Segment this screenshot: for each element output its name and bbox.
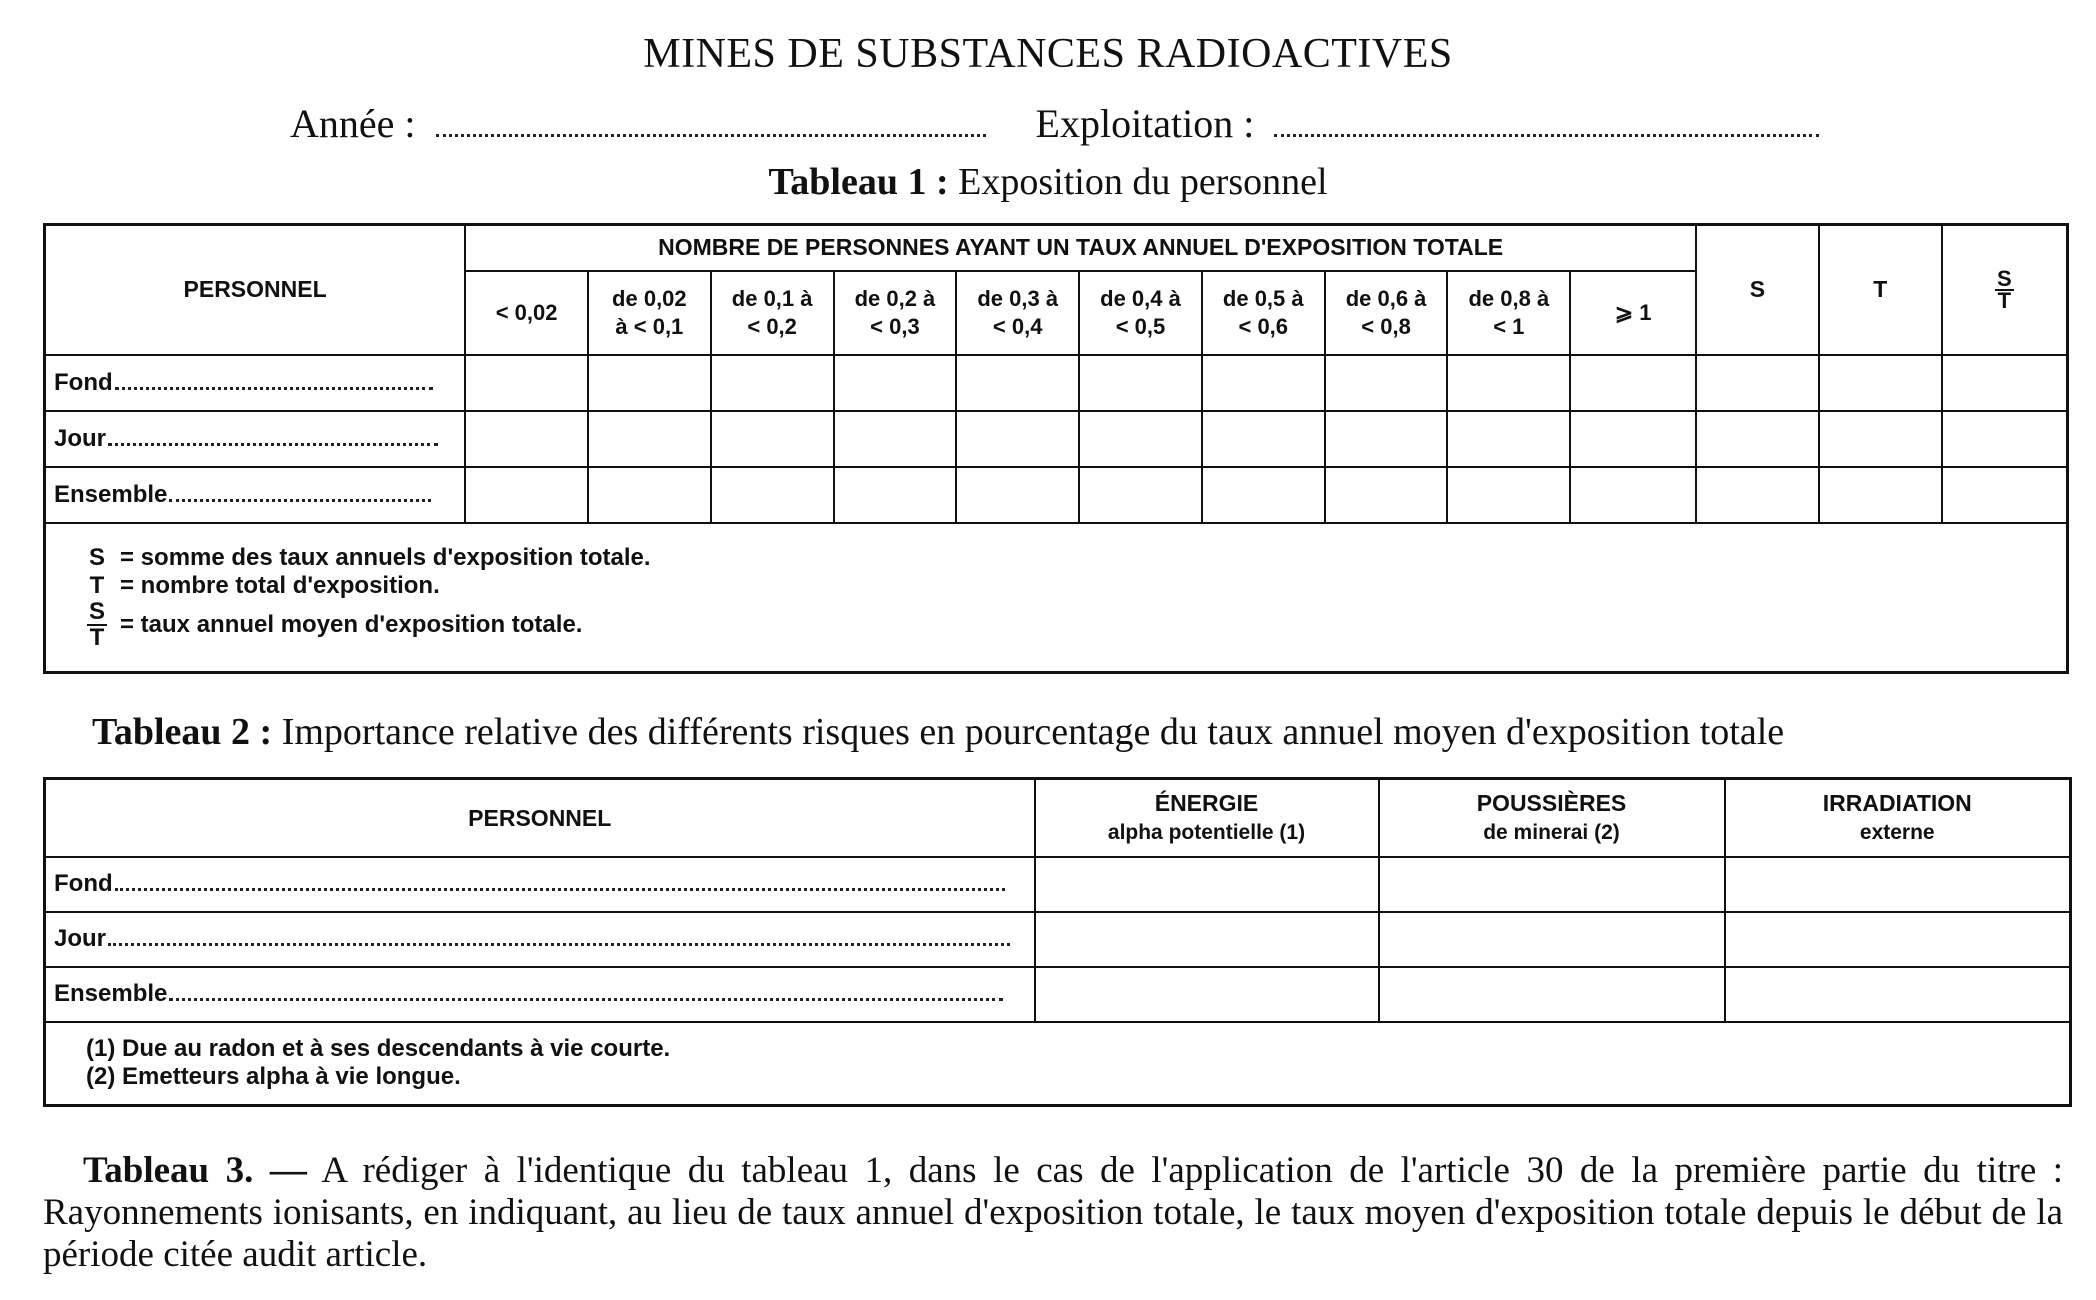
col-energie-header: ÉNERGIE alpha potentielle (1) (1035, 779, 1379, 857)
table1-caption-label: Tableau 1 : (768, 161, 949, 203)
data-cell[interactable] (1942, 355, 2068, 411)
data-cell[interactable] (956, 467, 1079, 523)
data-cell[interactable] (1725, 912, 2071, 967)
col-s-header: S (1696, 225, 1819, 355)
range-header: de 0,3 à < 0,4 (956, 271, 1079, 355)
data-cell[interactable] (956, 411, 1079, 467)
col-poussieres-header: POUSSIÈRES de minerai (2) (1379, 779, 1725, 857)
note-st-text: = taux annuel moyen d'exposition totale. (120, 611, 583, 639)
table-row (45, 857, 2071, 912)
note-s-text: = somme des taux annuels d'exposition totale. (120, 544, 651, 572)
table-row (45, 411, 2068, 467)
data-cell[interactable] (1942, 467, 2068, 523)
data-cell[interactable] (1079, 355, 1202, 411)
data-cell[interactable] (465, 355, 588, 411)
table-row (45, 912, 2071, 967)
data-cell[interactable] (1325, 355, 1448, 411)
data-cell[interactable] (1447, 467, 1570, 523)
range-header: de 0,5 à < 0,6 (1202, 271, 1325, 355)
data-cell[interactable] (1379, 967, 1725, 1022)
annee-field[interactable] (436, 108, 986, 137)
table-row (45, 467, 2068, 523)
data-cell[interactable] (1079, 411, 1202, 467)
page-title: MINES DE SUBSTANCES RADIOACTIVES (643, 31, 1453, 77)
data-cell[interactable] (1079, 467, 1202, 523)
table-row (45, 967, 2071, 1022)
data-cell[interactable] (711, 355, 834, 411)
col-irradiation-header: IRRADIATION externe (1725, 779, 2071, 857)
row-label-jour: Jour (45, 411, 466, 467)
data-cell[interactable] (1819, 355, 1942, 411)
table1-caption-text: Exposition du personnel (958, 161, 1328, 203)
range-header: de 0,1 à < 0,2 (711, 271, 834, 355)
tableau3-paragraph (43, 1150, 2063, 1276)
row-label-fond: Fond (45, 355, 466, 411)
data-cell[interactable] (956, 355, 1079, 411)
data-cell[interactable] (1942, 411, 2068, 467)
data-cell[interactable] (1325, 411, 1448, 467)
data-cell[interactable] (834, 355, 957, 411)
row-label-jour: Jour (45, 912, 1035, 967)
row-label-ensemble: Ensemble (45, 467, 466, 523)
table2-caption (92, 710, 1784, 754)
data-cell[interactable] (1202, 467, 1325, 523)
table2-notes (45, 1022, 2071, 1106)
st-numerator: S (1996, 265, 2012, 291)
data-cell[interactable] (588, 355, 711, 411)
data-cell[interactable] (711, 467, 834, 523)
exploitation-field[interactable] (1274, 108, 1819, 137)
data-cell[interactable] (465, 467, 588, 523)
data-cell[interactable] (711, 411, 834, 467)
data-cell[interactable] (1447, 355, 1570, 411)
data-cell[interactable] (1202, 411, 1325, 467)
exploitation-label: Exploitation : (1035, 101, 1255, 146)
data-cell[interactable] (1819, 467, 1942, 523)
table1-notes (45, 523, 2068, 673)
range-header: de 0,6 à < 0,8 (1325, 271, 1448, 355)
data-cell[interactable] (1570, 355, 1696, 411)
data-cell[interactable] (1379, 857, 1725, 912)
data-cell[interactable] (588, 411, 711, 467)
data-cell[interactable] (1570, 467, 1696, 523)
note-t-symbol: T (89, 572, 105, 600)
note-t-text: = nombre total d'exposition. (120, 572, 440, 600)
table-row (45, 355, 2068, 411)
col-t-header: T (1819, 225, 1942, 355)
data-cell[interactable] (834, 467, 957, 523)
note-s-symbol: S (88, 544, 105, 572)
data-cell[interactable] (1819, 411, 1942, 467)
note-st-numerator: S (88, 598, 105, 626)
data-cell[interactable] (1570, 411, 1696, 467)
col-personnel-header: PERSONNEL (45, 225, 466, 355)
table2-caption-text: Importance relative des différents risques en pourcentage du taux annuel moyen d'exposition totale (281, 711, 1785, 753)
data-cell[interactable] (588, 467, 711, 523)
header-fill-line (290, 100, 1819, 147)
data-cell[interactable] (834, 411, 957, 467)
data-cell[interactable] (1035, 857, 1379, 912)
tableau3-text: A rédiger à l'identique du tableau 1, dans le cas de l'application de l'article 30 de la première partie du titre : Rayonnements ionisants, en indiquant, au lieu de taux annuel d'exposition totale, le taux moyen d'exposition totale depuis le début de la période citée audit article. (43, 1150, 2064, 1275)
data-cell[interactable] (1202, 355, 1325, 411)
data-cell[interactable] (1725, 967, 2071, 1022)
col-personnel-header: PERSONNEL (45, 779, 1035, 857)
table1-caption (0, 160, 2096, 204)
range-header: < 0,02 (465, 271, 588, 355)
group-header: NOMBRE DE PERSONNES AYANT UN TAUX ANNUEL D'EXPOSITION TOTALE (465, 225, 1696, 271)
tableau3-lead: Tableau 3. — (83, 1150, 307, 1191)
table2-caption-label: Tableau 2 : (92, 711, 273, 753)
data-cell[interactable] (1696, 355, 1819, 411)
data-cell[interactable] (465, 411, 588, 467)
data-cell[interactable] (1035, 967, 1379, 1022)
data-cell[interactable] (1379, 912, 1725, 967)
row-label-ensemble: Ensemble (45, 967, 1035, 1022)
data-cell[interactable] (1447, 411, 1570, 467)
data-cell[interactable] (1325, 467, 1448, 523)
note-2: (2) Emetteurs alpha à vie longue. (86, 1063, 461, 1091)
range-header: ⩾ 1 (1570, 271, 1696, 355)
annee-label: Année : (290, 101, 416, 146)
data-cell[interactable] (1725, 857, 2071, 912)
range-header: de 0,4 à < 0,5 (1079, 271, 1202, 355)
risk-table (43, 777, 2072, 1107)
data-cell[interactable] (1696, 411, 1819, 467)
note-st-denominator: T (89, 624, 105, 652)
range-header: de 0,2 à < 0,3 (834, 271, 957, 355)
range-header: de 0,8 à < 1 (1447, 271, 1570, 355)
row-label-fond: Fond (45, 857, 1035, 912)
data-cell[interactable] (1696, 467, 1819, 523)
range-header: de 0,02 à < 0,1 (588, 271, 711, 355)
col-st-header (1942, 225, 2068, 355)
exposure-table (43, 223, 2069, 674)
st-denominator: T (1997, 287, 2012, 313)
data-cell[interactable] (1035, 912, 1379, 967)
note-1: (1) Due au radon et à ses descendants à vie courte. (86, 1035, 671, 1063)
